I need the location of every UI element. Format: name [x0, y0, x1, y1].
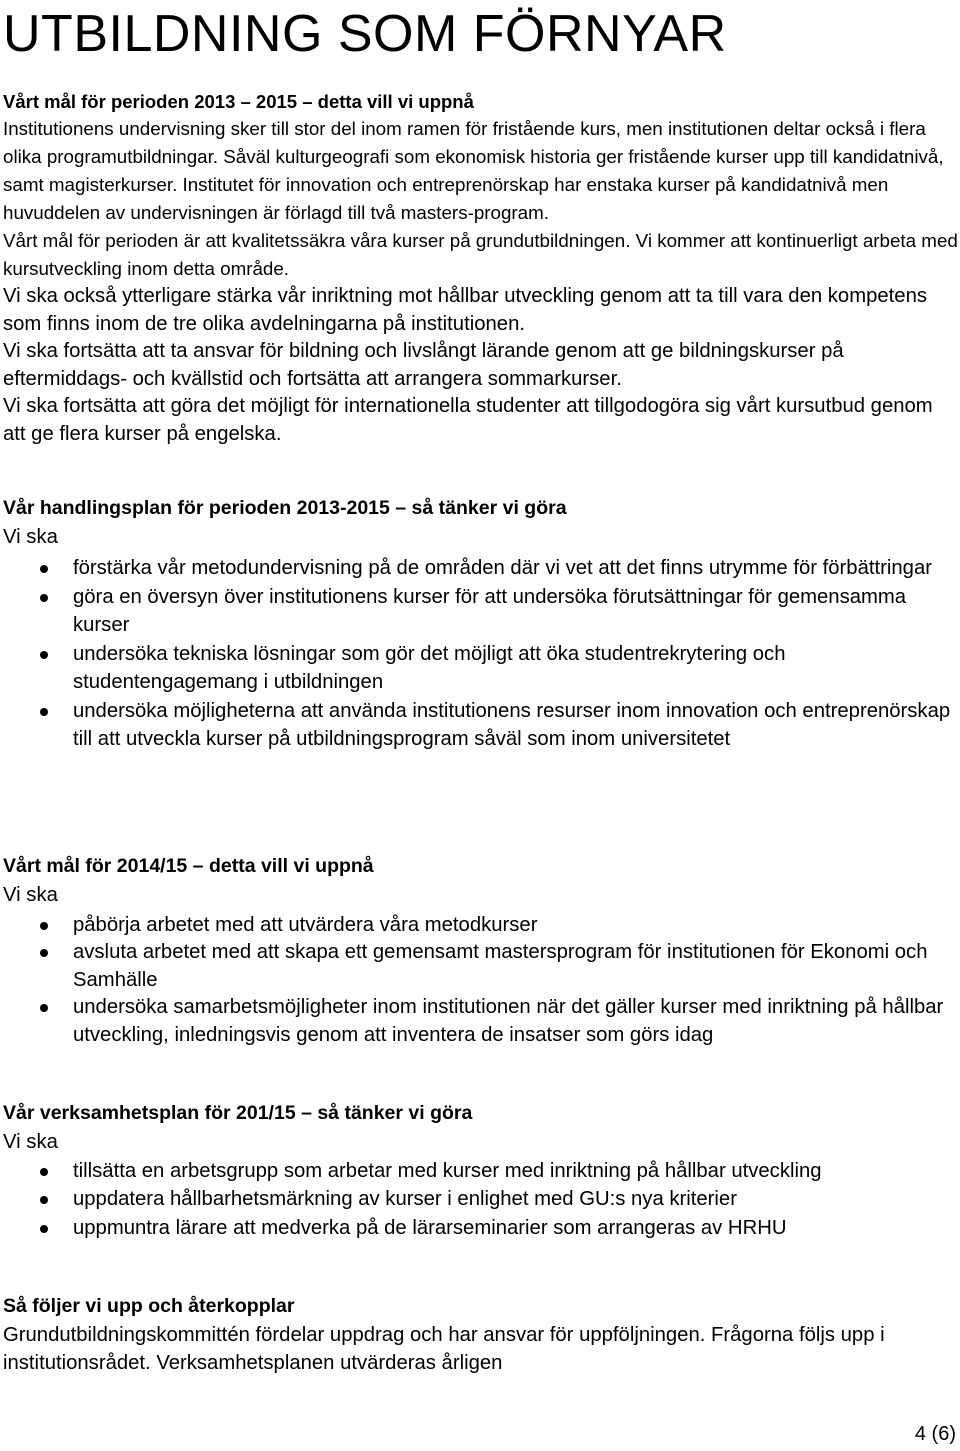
list-item: förstärka vår metodundervisning på de områden där vi vet att det finns utrymme för förbättringar [3, 555, 958, 583]
bullet-icon [40, 594, 48, 602]
bullet-icon [40, 1196, 48, 1204]
bullet-icon [40, 651, 48, 659]
bullet-list [3, 1158, 958, 1243]
bullet-list [3, 912, 958, 1050]
section-heading: Så följer vi upp och återkopplar [3, 1295, 295, 1317]
intro-text: Vi ska [3, 884, 58, 906]
bullet-icon [40, 922, 48, 930]
section-operations-plan [3, 1100, 958, 1242]
list-item: göra en översyn över institutionens kurser för att undersöka förutsättningar för gemensamma kurser [3, 584, 958, 639]
paragraph: Vi ska fortsätta att göra det möjligt för internationella studenter att tillgodogöra sig vårt kursutbud genom att ge flera kurser på engelska. [3, 395, 933, 445]
page-number: 4 (6) [914, 1423, 956, 1445]
bullet-icon [40, 949, 48, 957]
bullet-list [3, 555, 958, 754]
paragraph: Vårt mål för perioden är att kvalitetssäkra våra kurser på grundutbildningen. Vi kommer att kontinuerligt arbeta med kursutveckling inom detta område. [3, 230, 958, 279]
list-item: undersöka samarbetsmöjligheter inom institutionen när det gäller kurser med inriktning på hållbar utveckling, inledningsvis genom att inventera de insatser som görs idag [3, 994, 958, 1049]
bullet-icon [40, 1225, 48, 1233]
list-item: tillsätta en arbetsgrupp som arbetar med kurser med inriktning på hållbar utveckling [3, 1158, 958, 1186]
intro-text: Vi ska [3, 526, 58, 548]
page-title: UTBILDNING SOM FÖRNYAR [3, 5, 727, 63]
section-heading: Vår handlingsplan för perioden 2013-2015 – så tänker vi göra [3, 497, 567, 519]
list-item: avsluta arbetet med att skapa ett gemensamt mastersprogram för institutionen för Ekonomi och Samhälle [3, 939, 958, 994]
section-goals-2013-2015 [3, 89, 958, 448]
list-item: uppdatera hållbarhetsmärkning av kurser i enlighet med GU:s nya kriterier [3, 1186, 958, 1214]
bullet-icon [40, 1168, 48, 1176]
paragraph: Vi ska fortsätta att ta ansvar för bildning och livslångt lärande genom att ge bildningskurser på eftermiddags- och kvällstid och fortsätta att arrangera sommarkurser. [3, 340, 844, 390]
intro-text: Vi ska [3, 1131, 58, 1153]
section-action-plan-2013-2015 [3, 495, 958, 753]
paragraph: Vi ska också ytterligare stärka vår inriktning mot hållbar utveckling genom att ta till vara den kompetens som finns inom de tre olika avdelningarna på institutionen. [3, 285, 927, 335]
section-follow-up [3, 1293, 958, 1377]
bullet-icon [40, 708, 48, 716]
list-item: uppmuntra lärare att medverka på de lärarseminarier som arrangeras av HRHU [3, 1215, 958, 1243]
paragraph: Grundutbildningskommittén fördelar uppdrag och har ansvar för uppföljningen. Frågorna följs upp i institutionsrådet. Verksamhetsplanen utvärderas årligen [3, 1324, 885, 1374]
section-heading: Vår verksamhetsplan för 201/15 – så tänker vi göra [3, 1102, 473, 1124]
paragraph: Institutionens undervisning sker till stor del inom ramen för fristående kurs, men institutionen deltar också i flera olika programutbildningar. Såväl kulturgeografi som ekonomisk historia ger fristående kurser upp till kandidatnivå, samt magisterkurser. Institutet för innovation och entreprenörskap har enstaka kurser på kandidatnivå men huvuddelen av undervisningen är förlagd till två masters-program. [3, 118, 944, 223]
list-item: påbörja arbetet med att utvärdera våra metodkurser [3, 912, 958, 940]
list-item: undersöka möjligheterna att använda institutionens resurser inom innovation och entreprenörskap till att utveckla kurser på utbildningsprogram såväl som inom universitetet [3, 698, 958, 753]
bullet-icon [40, 565, 48, 573]
list-item: undersöka tekniska lösningar som gör det möjligt att öka studentrekrytering och studentengagemang i utbildningen [3, 641, 958, 696]
bullet-icon [40, 1004, 48, 1012]
section-heading: Vårt mål för 2014/15 – detta vill vi uppnå [3, 855, 374, 877]
section-goals-2014-15 [3, 853, 958, 1049]
section-heading: Vårt mål för perioden 2013 – 2015 – detta vill vi uppnå [3, 91, 474, 112]
